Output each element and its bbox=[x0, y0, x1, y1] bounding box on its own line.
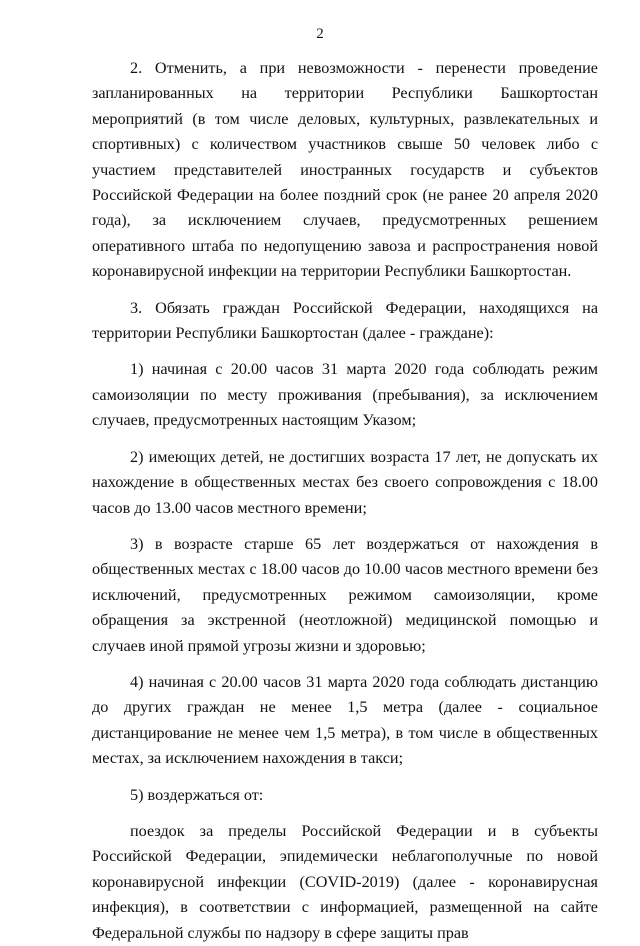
page-number: 2 bbox=[316, 26, 324, 42]
document-body bbox=[92, 56, 598, 946]
paragraph-subitem-5-refrain: 5) воздержаться от: bbox=[130, 785, 264, 804]
paragraph-subitem-1-self-isolation: 1) начиная с 20.00 часов 31 марта 2020 года соблюдать режим самоизоляции по месту проживания (пребывания), за исключением случаев, предусмотренных настоящим Указом; bbox=[92, 360, 598, 430]
paragraph-subitem-2-children: 2) имеющих детей, не достигших возраста 17 лет, не допускать их нахождение в общественных местах без своего сопровождения с 18.00 часов до 13.00 часов местного времени; bbox=[92, 447, 598, 517]
paragraph-item-2-cancel-events: 2. Отменить, а при невозможности - перенести проведение запланированных на территории Республики Башкортостан мероприятий (в том числе деловых, культурных, развлекательных и спортивных) с количеством участников свыше 50 человек либо с участием представителей иностранных государств и субъектов Российской Федерации на более поздний срок (не ранее 20 апреля 2020 года), за исключением случаев, предусмотренных решением оперативного штаба по недопущению завоза и распространения новой коронавирусной инфекции на территории Республики Башкортостан. bbox=[92, 59, 598, 281]
paragraph-subitem-3-elderly: 3) в возрасте старше 65 лет воздержаться от нахождения в общественных местах с 18.00 часов до 10.00 часов местного времени без исключений, предусмотренных режимом самоизоляции, кроме обращения за экстренной (неотложной) медицинской помощью и случаев иной прямой угрозы жизни и здоровью; bbox=[92, 534, 598, 655]
paragraph-trips: поездок за пределы Российской Федерации и в субъекты Российской Федерации, эпидемически неблагополучные по новой коронавирусной инфекции (COVID-2019) (далее - коронавирусная инфекция), в соответствии с информацией, размещенной на сайте Федеральной службы по надзору в сфере защиты прав bbox=[92, 821, 598, 942]
paragraph-item-3-obligations: 3. Обязать граждан Российской Федерации, находящихся на территории Республики Башкортостан (далее - граждане): bbox=[92, 298, 598, 343]
paragraph-subitem-4-distancing: 4) начиная с 20.00 часов 31 марта 2020 года соблюдать дистанцию до других граждан не менее 1,5 метра (далее - социальное дистанцирование не менее чем 1,5 метра), в том числе в общественных местах, за исключением нахождения в такси; bbox=[92, 672, 598, 768]
